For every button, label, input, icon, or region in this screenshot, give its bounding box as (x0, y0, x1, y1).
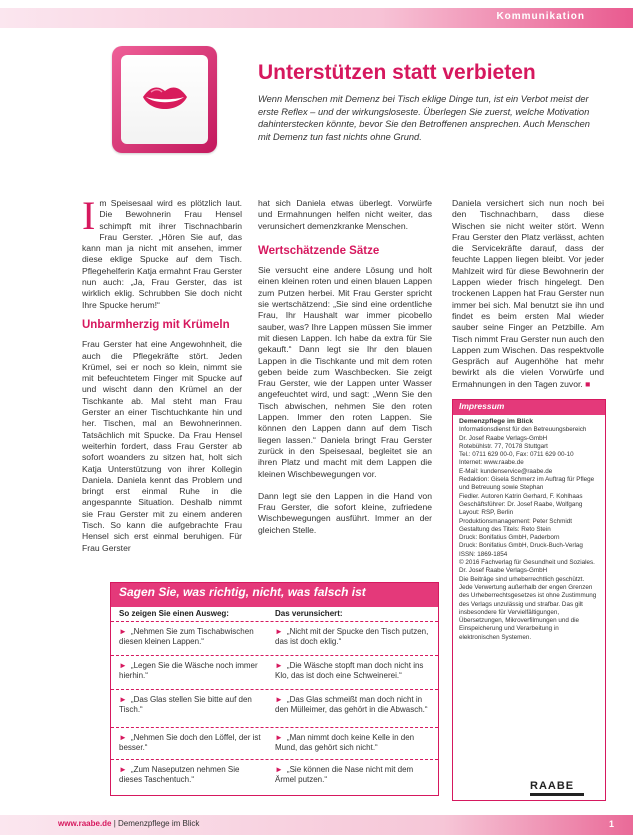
tip-cell-right (275, 661, 433, 681)
paragraph-wischen: Dann legt sie den Lappen in die Hand von Frau Gerster, die sofort kleine, zufriedene Wischbewegungen ausführt. Immer an der gleichen Stelle. (258, 490, 432, 535)
impressum-line: Rotebühlstr. 77, 70178 Stuttgart (459, 442, 548, 450)
triangle-right-icon: ► (119, 765, 127, 774)
triangle-right-icon: ► (275, 765, 283, 774)
tip-box (110, 582, 439, 796)
lips-icon (141, 83, 189, 115)
impressum-heading: Impressum (453, 400, 605, 415)
tip-cell-left (119, 661, 264, 681)
table-row (111, 689, 438, 714)
triangle-right-icon: ► (119, 733, 127, 742)
impressum-line: ISSN: 1869-1854 (459, 550, 508, 558)
impressum-publication: Demenzpflege im Blick (459, 418, 534, 425)
triangle-right-icon: ► (119, 695, 127, 704)
table-row (111, 759, 438, 784)
paragraph-ending (452, 198, 604, 390)
tip-right-text: „Sie können die Nase nicht mit dem Ärmel putzen.“ (275, 765, 414, 784)
tip-left-text: „Zum Naseputzen nehmen Sie dieses Taschentuch.“ (119, 765, 240, 784)
page-number: 1 (609, 819, 615, 829)
footer-url[interactable]: www.raabe.de (58, 819, 112, 828)
triangle-right-icon: ► (275, 661, 283, 670)
tip-cell-right (275, 627, 433, 647)
subheading-wertschaetzend: Wertschätzende Sätze (258, 244, 380, 257)
column-1 (82, 193, 242, 554)
triangle-right-icon: ► (275, 695, 283, 704)
tip-cell-left (119, 733, 264, 753)
impressum-line: Druck: Bonifatius GmbH, Druck-Buch-Verlag (459, 542, 583, 550)
tip-left-text: „Legen Sie die Wäsche noch immer hierhin.“ (119, 661, 258, 680)
impressum-line: Informationsdienst für den Betreuungsbereich (459, 426, 587, 434)
lips-icon-tile (112, 46, 217, 153)
tip-cell-right (275, 695, 433, 715)
tip-right-text: „Die Wäsche stopft man doch nicht ins Klo, das ist doch eine Schweinerei.“ (275, 661, 424, 680)
triangle-right-icon: ► (119, 627, 127, 636)
tip-cell-right (275, 765, 433, 785)
triangle-right-icon: ► (275, 733, 283, 742)
impressum-line: E-Mail: kundenservice@raabe.de (459, 467, 553, 475)
paragraph-continued: hat sich Daniela etwas überlegt. Vorwürfe und Ermahnungen helfen nicht weiter, das verunsichert demenzkranke Menschen. (258, 198, 432, 231)
impressum-line: Redaktion: Gisela Schmerz im Auftrag für Pflege und Betreuung sowie Stephan (459, 476, 595, 492)
impressum-line: © 2016 Fachverlag für Gesundheit und Soziales. Dr. Josef Raabe Verlags-GmbH (459, 559, 595, 575)
tip-left-text: „Nehmen Sie zum Tischabwischen diesen kleinen Lappen.“ (119, 627, 254, 646)
impressum-line: Die Beiträge sind urheberrechtlich geschützt. Jede Verwertung außerhalb der engen Grenzen des Urheberrechtsgesetzes ist ohne Zustimmung des Verlags unzulässig und strafbar. Das gilt insbesondere für Vervielfältigungen, Übersetzungen, Mikroverfilmungen und die Einspeicherung und Verarbeitung in elektronischen Systemen. (459, 575, 597, 641)
tip-cell-right (275, 733, 433, 753)
table-row (111, 655, 438, 680)
impressum-line: Produktionsmanagement: Peter Schmidt (459, 517, 573, 525)
section-label: Kommunikation (496, 11, 585, 22)
tip-left-text: „Das Glas stellen Sie bitte auf den Tisch.“ (119, 695, 252, 714)
column-3 (452, 198, 604, 390)
footer-publication: Demenzpflege im Blick (118, 819, 200, 828)
tip-right-text: „Nicht mit der Spucke den Tisch putzen, das ist doch eklig.“ (275, 627, 429, 646)
tip-cell-left (119, 765, 264, 785)
column-2 (258, 198, 432, 536)
tip-cell-left (119, 627, 264, 647)
impressum-line: Gestaltung des Titels: Reto Stein (459, 525, 551, 533)
tip-right-text: „Das Glas schmeißt man doch nicht in den Mülleimer, das gehört in die Abwasch.“ (275, 695, 428, 714)
paragraph-kruemel: Frau Gerster hat eine Angewohnheit, die auch die Pflegekräfte stört. Jeden Krümel, sei er noch so klein, nimmt sie mit befeuchtetem Finger mit Spucke auf und wischt dann den Krümel an der Tischkante ab. Mal steht man Frau Gerster an einer Tischtuchkante hin und her. Tischen, mal an Bewohnerinnen. Tatsächlich mit Spucke. Da Frau Hensel weiterhin fordert, dass Frau Gerster ab sofort woanders zu sitzen hat, holt sich Katja Unterstützung von ihrer Kollegin Daniela. Daniela kennt das Problem und bringt erst einmal Ruhe in die angespannte Situation. Deshalb nimmt sie Frau Gerster mit zu einem anderen Tisch. So kann die aufgebrachte Frau Hensel sich erst einmal beruhigen. Für Frau Gerster (82, 339, 242, 553)
column-header-right: Das verunsichert: (275, 609, 343, 618)
impressum-box (452, 399, 606, 801)
table-row (111, 621, 438, 646)
tip-left-text: „Nehmen Sie doch den Löffel, der ist besser.“ (119, 733, 261, 752)
impressum-line: Dr. Josef Raabe Verlags-GmbH (459, 434, 548, 442)
tip-right-text: „Man nimmt doch keine Kelle in den Mund, das gehört sich nicht.“ (275, 733, 415, 752)
end-mark: ■ (585, 378, 591, 389)
intro-text: m Speisesaal wird es plötzlich laut. Die Bewohnerin Frau Hensel schimpft mit ihrer Tischnachbarin Frau Gerster. „Hören Sie auf, das kann man ja nicht mit ansehen, immer diese eklige Spucke auf dem Tisch. Pflegehelferin Katja ermahnt Frau Gerster nun auch: „Ja, Frau Gerster, das ist wirklich eklig. Schrubben Sie doch nicht Ihre Spucke herum!“ (82, 198, 242, 310)
intro-paragraph (82, 193, 242, 311)
tip-box-title: Sagen Sie, was richtig, nicht, was falsch ist (111, 583, 438, 607)
icon-inner (121, 55, 208, 144)
subheading-kruemel: Unbarmherzig mit Krümeln (82, 318, 230, 331)
footer-text (58, 819, 199, 828)
impressum-line: Tel.: 0711 629 00-0, Fax: 0711 629 00-10 (459, 451, 574, 459)
article-title: Unterstützen statt verbieten (258, 61, 536, 84)
paragraph-wertschaetzend: Sie versucht eine andere Lösung und holt einen kleinen roten und einen blauen Lappen zum Putzen herbei. Mit Frau Gerster spricht sie wertschätzend: „Sie sind eine ordentliche Frau, Ihr Haushalt war immer picobello sauber, was? Ihre Lappen müssen Sie immer mit diesen Lappen. Ich habe da extra für Sie gekauft.“ Dann legt sie Ihr den blauen Lappen in die Tischkante und mit dem roten geben beide zum Waschbecken. Sie zeigt Frau Gerster, wie der Lappen unter Wasser angefeuchtet wird, und sagt: „Wenn Sie den Tisch abwischen, nehmen Sie den roten Lappen. Immer den roten Lappen. Sie können den Lappen dann auf dem Tisch liegen lassen.“ Daniela bringt Frau Gerster zurück in den Speisesaal, begleitet sie an ihren Platz und macht mit dem Lappen die kleinen Wischbewegungen vor. (258, 265, 432, 479)
triangle-right-icon: ► (275, 627, 283, 636)
impressum-line: Geschäftsführer: Dr. Josef Raabe, Wolfgang (459, 500, 583, 508)
triangle-right-icon: ► (119, 661, 127, 670)
ending-text: Daniela versichert sich nun noch bei den Tischnachbarn, dass diese Wischen sie nicht weiter stört. Wenn Frau Gerster den Platz verlässt, achten die Servicekräfte darauf, dass der feuchte Lappen liegen bleibt. Vor jeder Mahlzeit wird für diese Bewohnerin der Lappen wieder frisch hingelegt. Den trockenen Lappen hat Frau Gerster nun immer bei sich. Mal benutzt sie ihn und findet es beim ersten Mal wieder sauber seine Finger an Petzbille. Am Tisch nimmt Frau Gerster nun auch den Lappen zum Wischen. Das respektvolle Gespräch auf Augenhöhe hat mehr bewirkt als die vielen Vorwürfe und Ermahnungen in den Tagen zuvor. (452, 198, 604, 389)
impressum-body (453, 415, 605, 645)
impressum-line: Fiedler. Autoren Katrin Gerhard, F. Kohlhaas (459, 492, 583, 500)
impressum-line: Druck: Bonifatius GmbH, Paderborn (459, 534, 560, 542)
drop-cap: I (82, 193, 96, 238)
impressum-line: Internet: www.raabe.de (459, 459, 524, 467)
tip-cell-left (119, 695, 264, 715)
raabe-logo: RAABE (530, 780, 584, 796)
table-row (111, 727, 438, 752)
article-lead: Wenn Menschen mit Demenz bei Tisch eklige Dinge tun, ist ein Verbot meist der erste Reflex – und der wirkungsloseste. Überlegen Sie zuerst, welche Motivation dahinterstecken könnte, bevor Sie den Betroffenen ansprechen. Auch Menschen mit Demenz tun fast nichts ohne Grund. (258, 94, 590, 142)
impressum-line: Layout: RSP, Berlin (459, 509, 514, 517)
column-header-left: So zeigen Sie einen Ausweg: (119, 609, 229, 618)
footer-separator: | (111, 819, 119, 828)
